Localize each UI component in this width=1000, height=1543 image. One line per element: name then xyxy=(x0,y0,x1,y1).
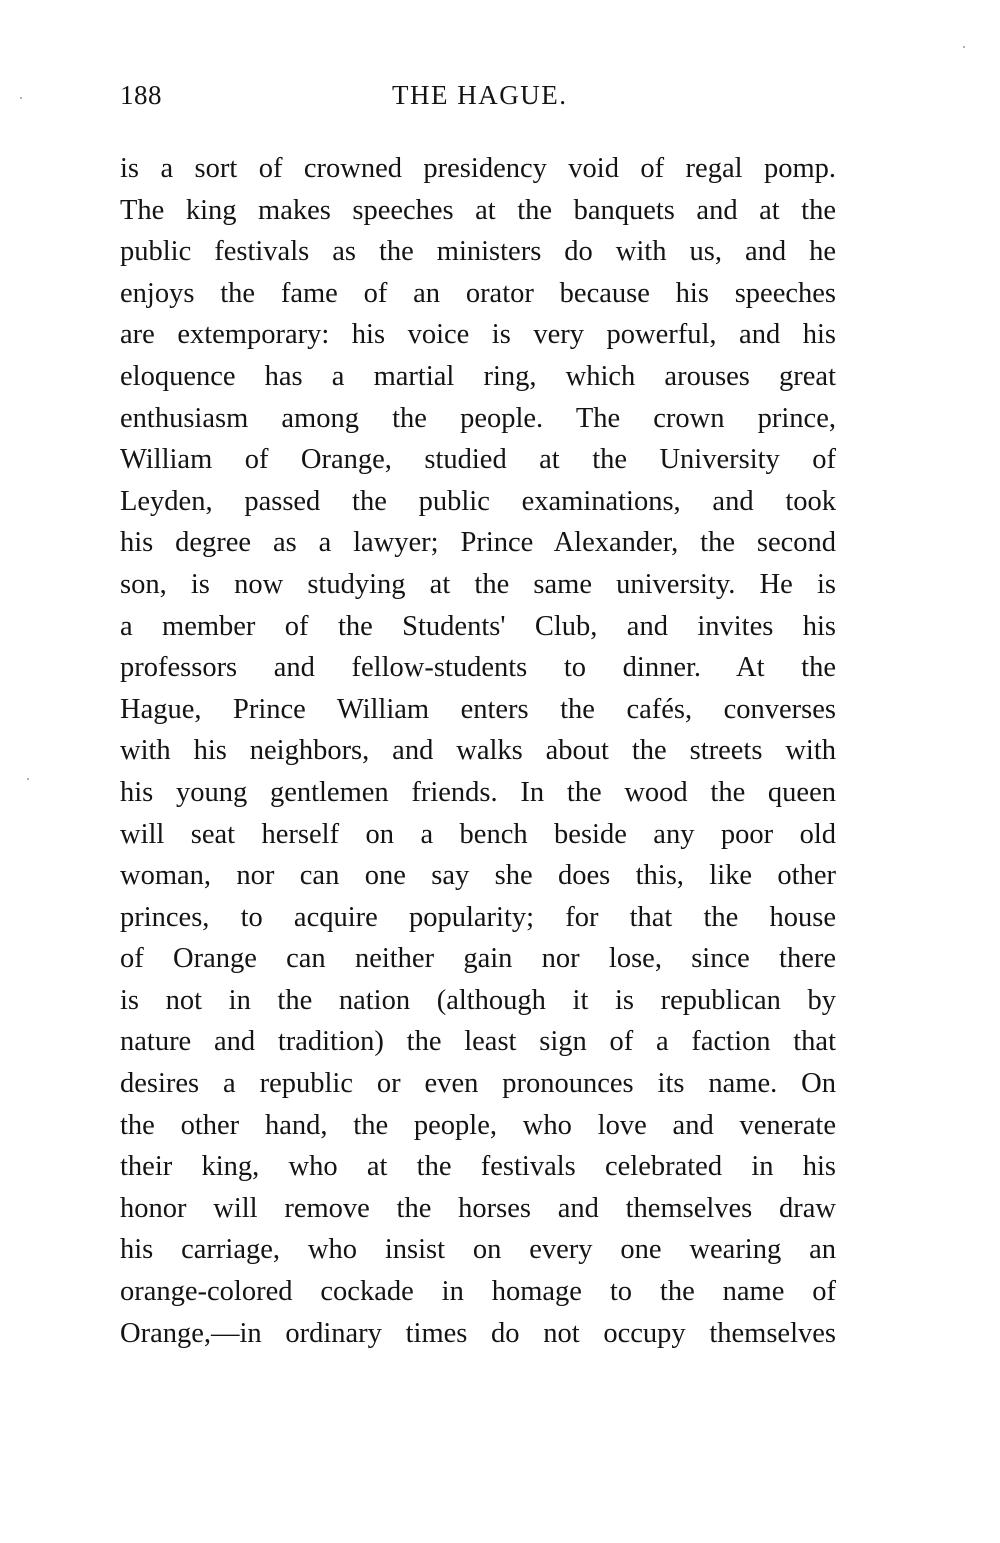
text-line: enjoys the fame of an orator because his speeches xyxy=(120,277,836,309)
text-line: is not in the nation (although it is republican by xyxy=(120,984,836,1016)
text-line: of Orange can neither gain nor lose, since there xyxy=(120,943,836,975)
text-line: William of Orange, studied at the University of xyxy=(120,444,836,476)
text-line: is a sort of crowned presidency void of regal pomp. xyxy=(120,153,836,184)
text-line: woman, nor can one say she does this, like other xyxy=(120,860,836,892)
text-line: honor will remove the horses and themselves draw xyxy=(120,1192,836,1224)
text-line: his young gentlemen friends. In the wood the queen xyxy=(120,776,836,808)
page-number: 188 xyxy=(120,80,162,110)
text-line: enthusiasm among the people. The crown prince, xyxy=(120,402,836,434)
text-line: nature and tradition) the least sign of a faction that xyxy=(120,1026,836,1058)
text-line: son, is now studying at the same university. He is xyxy=(120,568,836,600)
running-title: THE HAGUE. xyxy=(392,80,568,110)
speck-mark xyxy=(20,97,22,99)
text-line: desires a republic or even pronounces its name. On xyxy=(120,1068,836,1100)
text-line: his degree as a lawyer; Prince Alexander, the second xyxy=(120,527,836,559)
text-line: orange-colored cockade in homage to the name of xyxy=(120,1276,836,1308)
text-line: Orange,—in ordinary times do not occupy themselves xyxy=(120,1317,836,1349)
text-line: Hague, Prince William enters the cafés, converses xyxy=(120,693,836,725)
text-line: eloquence has a martial ring, which arouses great xyxy=(120,360,836,392)
text-line: are extemporary: his voice is very powerful, and his xyxy=(120,319,836,351)
text-line: a member of the Students' Club, and invites his xyxy=(120,610,836,642)
text-line: will seat herself on a bench beside any poor old xyxy=(120,818,836,850)
text-line: his carriage, who insist on every one wearing an xyxy=(120,1234,836,1266)
body-text xyxy=(120,148,836,1354)
text-line: professors and fellow-students to dinner. At the xyxy=(120,652,836,684)
text-line: the other hand, the people, who love and venerate xyxy=(120,1109,836,1141)
speck-mark xyxy=(963,46,965,48)
text-line: their king, who at the festivals celebrated in his xyxy=(120,1151,836,1183)
text-line: The king makes speeches at the banquets and at the xyxy=(120,194,836,226)
running-head xyxy=(120,78,838,112)
text-line: public festivals as the ministers do with us, and he xyxy=(120,236,836,268)
text-line: Leyden, passed the public examinations, and took xyxy=(120,485,836,517)
speck-mark xyxy=(27,778,29,780)
text-line: with his neighbors, and walks about the streets with xyxy=(120,735,836,767)
text-line: princes, to acquire popularity; for that the house xyxy=(120,901,836,933)
